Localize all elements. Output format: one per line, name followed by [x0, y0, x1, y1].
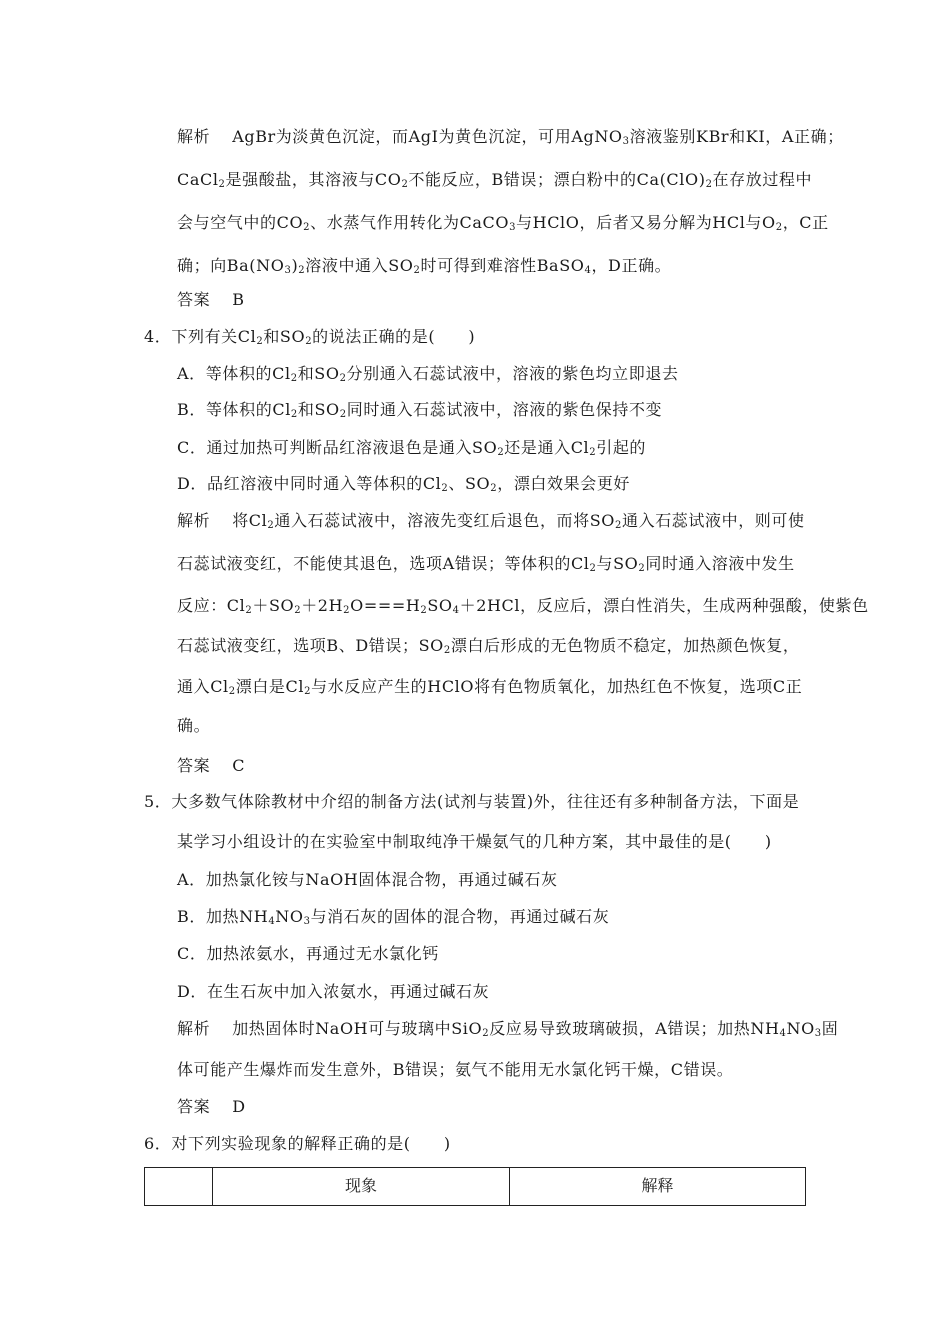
q3-analysis-line-4: [177, 256, 671, 276]
text-segment: ，漂白效果会更好: [497, 474, 631, 493]
text-segment: 通入Cl: [177, 677, 229, 696]
text-segment: A．加热氯化铵与NaOH固体混合物，再通过碱石灰: [177, 870, 558, 889]
subscript: 2: [705, 179, 713, 190]
text-segment: 和SO: [263, 327, 306, 346]
subscript: 3: [303, 916, 311, 927]
subscript: 2: [490, 483, 498, 494]
q5-stem-line-2: 某学习小组设计的在实验室中制取纯净干燥氨气的几种方案，其中最佳的是( ): [177, 832, 772, 851]
q5-option-d: [177, 982, 489, 1002]
q6-stem: 6．对下列实验现象的解释正确的是( ): [144, 1134, 451, 1153]
text-segment: ＋2H: [301, 596, 344, 615]
text-segment: 将Cl: [232, 511, 268, 530]
q6-table-header-row: [144, 1167, 806, 1206]
subscript: 4: [452, 605, 460, 616]
text-segment: SO: [427, 596, 453, 615]
q4-option-c: [177, 438, 646, 458]
text-segment: ＋2HCl，反应后，漂白性消失，生成两种强酸，使紫色: [459, 596, 869, 615]
analysis-label: 解析: [177, 1019, 211, 1038]
text-segment: NO: [786, 1019, 815, 1038]
text-segment: 引起的: [596, 438, 647, 457]
text-segment: 固: [821, 1019, 839, 1038]
subscript: 2: [294, 605, 302, 616]
analysis-label: 解析: [177, 127, 211, 146]
text-segment: 时可得到难溶性BaSO: [420, 256, 585, 275]
subscript: 4: [584, 265, 592, 276]
q5-stem-line-1: 5．大多数气体除教材中介绍的制备方法(试剂与装置)外，往往还有多种制备方法，下面是: [144, 792, 800, 811]
subscript: 4: [268, 916, 276, 927]
text-segment: 和SO: [297, 364, 340, 383]
text-segment: 和SO: [297, 400, 340, 419]
answer-value: D: [232, 1097, 246, 1116]
text-segment: 会与空气中的CO: [177, 213, 304, 232]
answer-label: 答案: [177, 756, 211, 775]
text-segment: 确；向Ba(NO: [177, 256, 285, 275]
text-segment: 不能反应，B错误；漂白粉中的Ca(ClO): [408, 170, 706, 189]
text-segment: 反应：Cl: [177, 596, 246, 615]
text-segment: 4．下列有关Cl: [144, 327, 257, 346]
text-segment: ): [291, 256, 299, 275]
text-segment: AgBr为淡黄色沉淀，而AgI为黄色沉淀，可用AgNO: [232, 127, 623, 146]
text-segment: NO: [275, 907, 304, 926]
q4-option-b: [177, 400, 662, 420]
subscript: 4: [779, 1028, 787, 1039]
q3-answer: [177, 290, 245, 310]
text-segment: 分别通入石蕊试液中，溶液的紫色均立即退去: [346, 364, 679, 383]
subscript: 3: [509, 222, 517, 233]
text-segment: CaCl: [177, 170, 219, 189]
q5-option-c: [177, 944, 439, 964]
subscript: 3: [814, 1028, 822, 1039]
subscript: 2: [589, 563, 597, 574]
text-segment: 同时通入石蕊试液中，溶液的紫色保持不变: [346, 400, 663, 419]
text-segment: 在存放过程中: [712, 170, 813, 189]
subscript: 2: [298, 265, 306, 276]
text-segment: 的说法正确的是( ): [312, 327, 476, 346]
text-segment: D．在生石灰中加入浓氨水，再通过碱石灰: [177, 982, 490, 1001]
subscript: 2: [290, 373, 298, 384]
q4-analysis-line-3: [177, 596, 869, 616]
subscript: 2: [343, 605, 351, 616]
text-segment: 石蕊试液变红，不能使其退色，选项A错误；等体积的Cl: [177, 554, 590, 573]
text-segment: 石蕊试液变红，选项B、D错误；SO: [177, 636, 444, 655]
q4-analysis-line-4: [177, 636, 799, 656]
text-segment: 反应易导致玻璃破损，A错误；加热NH: [489, 1019, 780, 1038]
text-segment: 是强酸盐，其溶液与CO: [225, 170, 402, 189]
text-segment: 还是通入Cl: [504, 438, 590, 457]
q4-option-a: [177, 364, 679, 384]
subscript: 2: [441, 483, 449, 494]
q3-analysis-line-3: [177, 213, 829, 233]
text-segment: ，D正确。: [591, 256, 672, 275]
subscript: 2: [228, 686, 236, 697]
q5-answer: [177, 1097, 246, 1117]
text-segment: ＋SO: [252, 596, 295, 615]
subscript: 2: [638, 563, 646, 574]
text-segment: A．等体积的Cl: [177, 364, 291, 383]
subscript: 2: [482, 1028, 490, 1039]
subscript: 2: [589, 447, 597, 458]
q5-analysis-line-1: [177, 1019, 838, 1039]
answer-label: 答案: [177, 1097, 211, 1116]
subscript: 2: [304, 686, 312, 697]
text-segment: 同时通入溶液中发生: [645, 554, 795, 573]
subscript: 2: [339, 373, 347, 384]
answer-value: B: [232, 290, 245, 309]
text-segment: 漂白是Cl: [235, 677, 305, 696]
q4-analysis-line-1: [177, 511, 805, 531]
q4-analysis-line-6: [177, 716, 210, 736]
subscript: 2: [245, 605, 253, 616]
subscript: 2: [267, 520, 275, 531]
answer-value: C: [232, 756, 246, 775]
subscript: 2: [256, 336, 264, 347]
text-segment: 溶液鉴别KBr和KI，A正确；: [629, 127, 844, 146]
q4-analysis-line-5: [177, 677, 802, 697]
subscript: 2: [420, 605, 428, 616]
text-segment: 与水反应产生的HClO将有色物质氧化，加热红色不恢复，选项C正: [311, 677, 803, 696]
subscript: 2: [775, 222, 783, 233]
text-segment: 溶液中通入SO: [305, 256, 414, 275]
q4-stem: [144, 327, 475, 347]
text-segment: 与消石灰的固体的混合物，再通过碱石灰: [310, 907, 610, 926]
text-segment: 加热固体时NaOH可与玻璃中SiO: [232, 1019, 483, 1038]
subscript: 2: [303, 222, 311, 233]
q3-analysis-line-1: [177, 127, 844, 147]
text-segment: 通入石蕊试液中，溶液先变红后退色，而将SO: [274, 511, 616, 530]
text-segment: D．品红溶液中同时通入等体积的Cl: [177, 474, 442, 493]
text-segment: B．加热NH: [177, 907, 269, 926]
subscript: 2: [290, 409, 298, 420]
answer-label: 答案: [177, 290, 211, 309]
q4-answer: [177, 756, 245, 776]
subscript: 2: [218, 179, 226, 190]
subscript: 2: [339, 409, 347, 420]
subscript: 2: [443, 645, 451, 656]
subscript: 3: [284, 265, 292, 276]
analysis-label: 解析: [177, 511, 211, 530]
q5-analysis-line-2: [177, 1060, 733, 1080]
text-segment: ，C正: [782, 213, 829, 232]
text-segment: 体可能产生爆炸而发生意外，B错误；氨气不能用无水氯化钙干燥，C错误。: [177, 1060, 734, 1079]
q4-option-d: [177, 474, 630, 494]
q4-analysis-line-2: [177, 554, 795, 574]
table-header-index: [145, 1168, 213, 1205]
table-header-explanation: 解释: [641, 1176, 674, 1195]
text-segment: 确。: [177, 716, 211, 735]
subscript: 2: [401, 179, 409, 190]
text-segment: 、水蒸气作用转化为CaCO: [310, 213, 510, 232]
subscript: 2: [615, 520, 622, 531]
q5-option-b: [177, 907, 609, 927]
table-header-phenomenon: 现象: [213, 1168, 510, 1205]
subscript: 2: [413, 265, 421, 276]
text-segment: C．通过加热可判断品红溶液退色是通入SO: [177, 438, 498, 457]
q3-analysis-line-2: [177, 170, 812, 190]
subscript: 2: [305, 336, 313, 347]
subscript: 2: [497, 447, 505, 458]
text-segment: 、SO: [448, 474, 491, 493]
text-segment: C．加热浓氨水，再通过无水氯化钙: [177, 944, 439, 963]
text-segment: 通入石蕊试液中，则可使: [622, 511, 805, 530]
text-segment: O===H: [350, 596, 421, 615]
text-segment: 与SO: [596, 554, 639, 573]
text-segment: 漂白后形成的无色物质不稳定，加热颜色恢复，: [450, 636, 800, 655]
q5-option-a: [177, 870, 558, 890]
subscript: 3: [622, 136, 630, 147]
text-segment: 与HClO，后者又易分解为HCl与O: [516, 213, 776, 232]
text-segment: B．等体积的Cl: [177, 400, 291, 419]
